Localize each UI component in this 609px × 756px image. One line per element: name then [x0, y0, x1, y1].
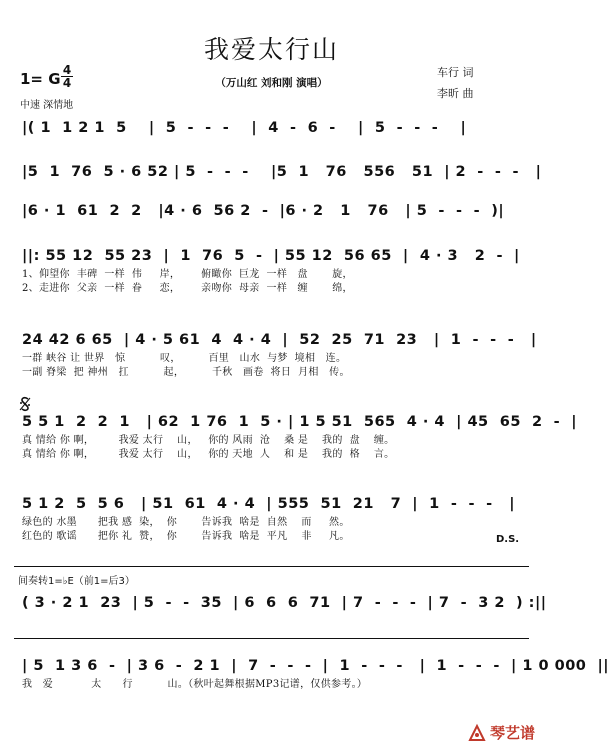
notation-row: 5 1 2 5 5 6 | 51 61 4 · 4 | 555 51 21 7 | 1 - - - |: [22, 496, 516, 512]
interlude-note: 间奏转1=♭E（前1=后3）: [18, 576, 135, 587]
notation-row: | 5 1 3 6 - | 3 6 - 2 1 | 7 - - - | 1 - - - | 1 - - - | 1 0 000 ||: [22, 658, 609, 674]
composer-credit: 李昕 曲: [437, 87, 474, 100]
lyric-verse-2: 一副 脊梁 把 神州 扛 起， 千秋 画卷 将日 月相 传。: [22, 367, 350, 378]
score-line-8: [22, 591, 547, 615]
brand-logo: [468, 722, 535, 743]
time-signature-bottom: 4: [62, 76, 72, 90]
notation-row: 5 5 1 2 2 1 | 62 1 76 1 5 · | 1 5 51 565 4 · 4 | 45 65 2 - |: [22, 414, 578, 430]
notation-row: |6 · 1 61 2 2 |4 · 6 56 2 - |6 · 2 1 76 | 5 - - - )|: [22, 203, 505, 219]
lyricist-credit: 车行 词: [437, 66, 474, 79]
lyric-verse-1: 一群 峡谷 让 世界 惊 叹， 百里 山水 与梦 境相 连。: [22, 353, 347, 364]
singers-credit: （万山红 刘和刚 演唱）: [215, 77, 328, 89]
score-line-3: [22, 199, 523, 223]
song-title: 我爱太行山: [203, 35, 339, 64]
score-line-2: [22, 160, 542, 184]
lyric-verse-1: 真 情给 你 啊， 我爱 太行 山， 你的 风雨 沧 桑 是 我的 盘 缠。: [22, 435, 395, 446]
score-line-9: [22, 654, 609, 692]
volta-line-2: [14, 638, 529, 639]
lyric-final: 我 爱 太 行 山。（秋叶起舞根据MP3记谱，仅供参考。）: [22, 679, 368, 690]
notation-row: |( 1 1 2 1 5 | 5 - - - | 4 - 6 - | 5 - - - |: [22, 120, 467, 136]
score-line-1: [22, 116, 523, 140]
brand-name: 琴艺谱: [490, 724, 536, 742]
lyric-verse-2: 真 情给 你 啊， 我爱 太行 山， 你的 天地 人 和 是 我的 格 言。: [22, 449, 395, 460]
tempo-marking: 中速 深情地: [20, 100, 74, 111]
notation-row: 24 42 6 65 | 4 · 5 61 4 4 · 4 | 52 25 71 23 | 1 - - - |: [22, 332, 537, 348]
score-line-4: [22, 244, 523, 296]
lyric-verse-2: 2、走进你 父亲 一样 眷 恋， 亲吻你 母亲 一样 缠 绵，: [22, 283, 353, 294]
score-line-6: [22, 410, 578, 462]
notation-row: |5 1 76 5 · 6 52 | 5 - - - |5 1 76 556 51 | 2 - - - |: [22, 164, 542, 180]
lyric-verse-1: 绿色的 水墨 把我 感 染， 你 告诉我 啥是 自然 而 然。: [22, 517, 350, 528]
notation-row: ||: 55 12 55 23 | 1 76 5 - | 55 12 56 65 | 4 · 3 2 - |: [22, 248, 520, 264]
key-signature: 1= G: [20, 70, 61, 88]
volta-line: [14, 566, 529, 567]
lyric-verse-1: 1、仰望你 丰碑 一样 伟 岸， 俯瞰你 巨龙 一样 盘 旋，: [22, 269, 353, 280]
notation-row: ( 3 · 2 1 23 | 5 - - 35 | 6 6 6 71 | 7 - - - | 7 - 3 2 ) :||: [22, 595, 547, 611]
time-signature: [60, 64, 74, 89]
dal-segno-mark: D.S.: [496, 534, 520, 545]
brand-icon: [468, 724, 486, 742]
time-signature-top: 4: [62, 63, 72, 77]
score-line-5: [22, 328, 537, 380]
lyric-verse-2: 红色的 歌谣 把你 礼 赞， 你 告诉我 啥是 平凡 非 凡。: [22, 531, 350, 542]
score-line-7: [22, 492, 523, 544]
